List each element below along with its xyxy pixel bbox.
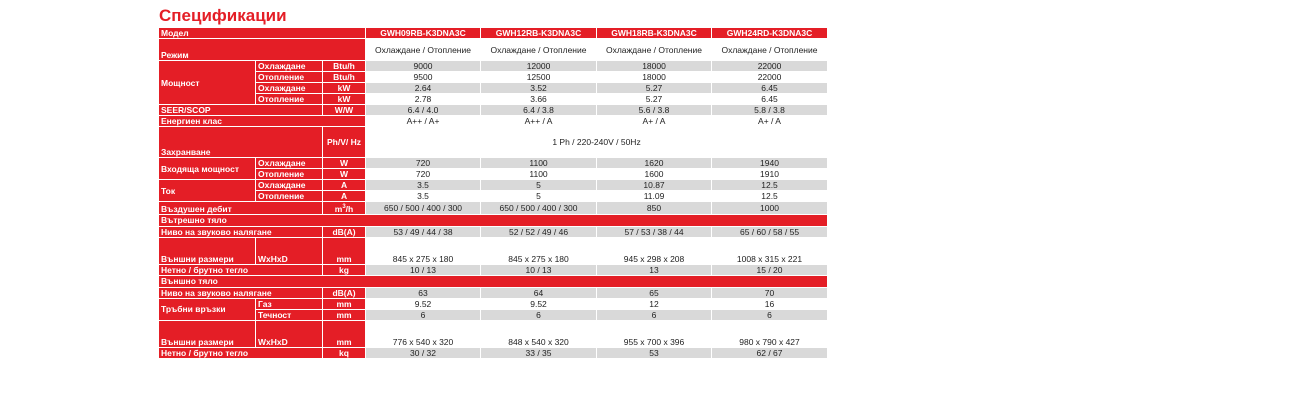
pipes-row xyxy=(159,309,828,320)
cell-value: 10.87 xyxy=(597,180,712,191)
capacity-row xyxy=(159,61,828,72)
unit-label: A xyxy=(323,180,366,191)
capacity-label: Мощност xyxy=(159,61,256,105)
cell-value: 5.8 / 3.8 xyxy=(712,105,828,116)
cell-value: 65 / 60 / 58 / 55 xyxy=(712,226,828,237)
row-sub-label: Отопление xyxy=(256,191,323,202)
unit-label: Btu/h xyxy=(323,72,366,83)
model-name: GWH18RB-K3DNA3C xyxy=(597,28,712,39)
power-supply-label: Захранване xyxy=(159,127,323,158)
cell-value: 1008 x 315 x 221 xyxy=(712,237,828,264)
row-sub-label: Газ xyxy=(256,298,323,309)
energy-class-row xyxy=(159,116,828,127)
model-header-row xyxy=(159,28,828,39)
cell-value: 5.6 / 3.8 xyxy=(597,105,712,116)
cell-value: 18000 xyxy=(597,61,712,72)
power-supply-row xyxy=(159,127,828,158)
capacity-row xyxy=(159,94,828,105)
row-sub-label: Отопление xyxy=(256,72,323,83)
model-label: Модел xyxy=(159,28,366,39)
cell-value: 57 / 53 / 38 / 44 xyxy=(597,226,712,237)
cell-value: 1910 xyxy=(712,169,828,180)
cell-value: 650 / 500 / 400 / 300 xyxy=(366,202,481,215)
cell-value: 850 xyxy=(597,202,712,215)
current-row xyxy=(159,191,828,202)
row-sub-label: Охлаждане xyxy=(256,180,323,191)
cell-value: Охлаждане / Отопление xyxy=(712,39,828,61)
pipes-row xyxy=(159,298,828,309)
airflow-row xyxy=(159,202,828,215)
capacity-row xyxy=(159,72,828,83)
cell-value: 1100 xyxy=(481,169,597,180)
mode-label: Режим xyxy=(159,39,366,61)
cell-value: 30 / 32 xyxy=(366,347,481,358)
indoor-weight-label: Нетно / брутно тегло xyxy=(159,264,323,275)
cell-value: 9.52 xyxy=(366,298,481,309)
unit-sup: 3 xyxy=(342,204,346,210)
cell-value: 33 / 35 xyxy=(481,347,597,358)
cell-value: 1000 xyxy=(712,202,828,215)
unit-label: W xyxy=(323,169,366,180)
page-title: Спецификации xyxy=(159,6,287,25)
unit-base: m xyxy=(334,203,343,214)
row-sub-label: Отопление xyxy=(256,169,323,180)
unit-label: W xyxy=(323,158,366,169)
cell-value: 955 x 700 x 396 xyxy=(597,320,712,347)
cell-value: A+ / A xyxy=(597,116,712,127)
cell-value: Охлаждане / Отопление xyxy=(597,39,712,61)
cell-value: 2.78 xyxy=(366,94,481,105)
indoor-section-row xyxy=(159,214,828,226)
current-row xyxy=(159,180,828,191)
model-name: GWH24RD-K3DNA3C xyxy=(712,28,828,39)
outdoor-dims-row xyxy=(159,320,828,347)
cell-value: 53 xyxy=(597,347,712,358)
cell-value: 980 x 790 x 427 xyxy=(712,320,828,347)
capacity-row xyxy=(159,83,828,94)
cell-value: 5 xyxy=(481,180,597,191)
cell-value: 52 / 52 / 49 / 46 xyxy=(481,226,597,237)
cell-value: 6 xyxy=(366,309,481,320)
cell-value: 18000 xyxy=(597,72,712,83)
outdoor-noise-row xyxy=(159,287,828,298)
cell-value: 6.4 / 3.8 xyxy=(481,105,597,116)
cell-value: 945 x 298 x 208 xyxy=(597,237,712,264)
cell-value: 62 / 67 xyxy=(712,347,828,358)
cell-value: 64 xyxy=(481,287,597,298)
cell-value: 15 / 20 xyxy=(712,264,828,275)
cell-value: 9.52 xyxy=(481,298,597,309)
cell-value: A++ / A xyxy=(481,116,597,127)
unit-label: A xyxy=(323,191,366,202)
cell-value: 22000 xyxy=(712,72,828,83)
energy-class-label: Енергиен клас xyxy=(159,116,366,127)
cell-value: 12.5 xyxy=(712,191,828,202)
model-name: GWH12RB-K3DNA3C xyxy=(481,28,597,39)
unit-label: kW xyxy=(323,94,366,105)
cell-value: 650 / 500 / 400 / 300 xyxy=(481,202,597,215)
pipes-label: Тръбни връзки xyxy=(159,298,256,320)
cell-value: 9000 xyxy=(366,61,481,72)
unit-label: Btu/h xyxy=(323,61,366,72)
airflow-label: Въздушен дебит xyxy=(159,202,323,215)
indoor-noise-row xyxy=(159,226,828,237)
airflow-unit xyxy=(323,202,366,215)
cell-value: 9500 xyxy=(366,72,481,83)
unit-label: Ph/V/ Hz xyxy=(323,127,366,158)
cell-value: 16 xyxy=(712,298,828,309)
cell-value: 53 / 49 / 44 / 38 xyxy=(366,226,481,237)
unit-label: mm xyxy=(323,309,366,320)
cell-value: 848 x 540 x 320 xyxy=(481,320,597,347)
cell-value: 845 x 275 x 180 xyxy=(481,237,597,264)
cell-value: 720 xyxy=(366,158,481,169)
cell-value: 1620 xyxy=(597,158,712,169)
indoor-dims-label: Външни размери xyxy=(159,237,256,264)
cell-value: 6.45 xyxy=(712,83,828,94)
seer-row xyxy=(159,105,828,116)
cell-value: 12.5 xyxy=(712,180,828,191)
cell-value: 12500 xyxy=(481,72,597,83)
cell-value: 12000 xyxy=(481,61,597,72)
outdoor-section-title: Външно тяло xyxy=(159,275,828,287)
unit-label: mm xyxy=(323,237,366,264)
cell-value: Охлаждане / Отопление xyxy=(481,39,597,61)
cell-value: 22000 xyxy=(712,61,828,72)
current-label: Ток xyxy=(159,180,256,202)
row-sub-label: Отопление xyxy=(256,94,323,105)
cell-value: 776 x 540 x 320 xyxy=(366,320,481,347)
cell-value: 5.27 xyxy=(597,94,712,105)
cell-value: A+ / A xyxy=(712,116,828,127)
unit-label: dB(A) xyxy=(323,226,366,237)
cell-value: 3.5 xyxy=(366,191,481,202)
cell-value: 1940 xyxy=(712,158,828,169)
row-sub-label: Охлаждане xyxy=(256,61,323,72)
cell-value: 6 xyxy=(597,309,712,320)
row-sub-label: WxHxD xyxy=(256,320,323,347)
unit-label: W/W xyxy=(323,105,366,116)
input-power-row xyxy=(159,169,828,180)
unit-label: dB(A) xyxy=(323,287,366,298)
cell-value: Охлаждане / Отопление xyxy=(366,39,481,61)
unit-label: kg xyxy=(323,264,366,275)
outdoor-dims-label: Външни размери xyxy=(159,320,256,347)
mode-row xyxy=(159,39,828,61)
input-power-label: Входяща мощност xyxy=(159,158,256,180)
cell-value: 12 xyxy=(597,298,712,309)
model-name: GWH09RB-K3DNA3C xyxy=(366,28,481,39)
cell-value: 1 Ph / 220-240V / 50Hz xyxy=(366,127,828,158)
cell-value: A++ / A+ xyxy=(366,116,481,127)
outdoor-weight-row xyxy=(159,347,828,358)
cell-value: 10 / 13 xyxy=(481,264,597,275)
outdoor-section-row xyxy=(159,275,828,287)
cell-value: 1600 xyxy=(597,169,712,180)
spec-table xyxy=(158,27,828,359)
cell-value: 11.09 xyxy=(597,191,712,202)
indoor-dims-row xyxy=(159,237,828,264)
cell-value: 1100 xyxy=(481,158,597,169)
row-sub-label: Охлаждане xyxy=(256,83,323,94)
cell-value: 65 xyxy=(597,287,712,298)
cell-value: 13 xyxy=(597,264,712,275)
unit-tail: /h xyxy=(345,203,354,214)
indoor-section-title: Вътрешно тяло xyxy=(159,214,828,226)
cell-value: 70 xyxy=(712,287,828,298)
row-sub-label: WxHxD xyxy=(256,237,323,264)
cell-value: 845 x 275 x 180 xyxy=(366,237,481,264)
unit-label: kq xyxy=(323,347,366,358)
unit-label: mm xyxy=(323,298,366,309)
cell-value: 3.52 xyxy=(481,83,597,94)
cell-value: 6.4 / 4.0 xyxy=(366,105,481,116)
cell-value: 6 xyxy=(712,309,828,320)
cell-value: 10 / 13 xyxy=(366,264,481,275)
cell-value: 63 xyxy=(366,287,481,298)
cell-value: 3.5 xyxy=(366,180,481,191)
input-power-row xyxy=(159,158,828,169)
indoor-weight-row xyxy=(159,264,828,275)
cell-value: 5.27 xyxy=(597,83,712,94)
cell-value: 6.45 xyxy=(712,94,828,105)
cell-value: 2.64 xyxy=(366,83,481,94)
indoor-noise-label: Ниво на звуково налягане xyxy=(159,226,323,237)
seer-label: SEER/SCOP xyxy=(159,105,323,116)
row-sub-label: Охлаждане xyxy=(256,158,323,169)
unit-label: kW xyxy=(323,83,366,94)
row-sub-label: Течност xyxy=(256,309,323,320)
outdoor-noise-label: Ниво на звуково налягане xyxy=(159,287,323,298)
outdoor-weight-label: Нетно / брутно тегло xyxy=(159,347,323,358)
cell-value: 3.66 xyxy=(481,94,597,105)
cell-value: 6 xyxy=(481,309,597,320)
unit-label: mm xyxy=(323,320,366,347)
cell-value: 5 xyxy=(481,191,597,202)
cell-value: 720 xyxy=(366,169,481,180)
